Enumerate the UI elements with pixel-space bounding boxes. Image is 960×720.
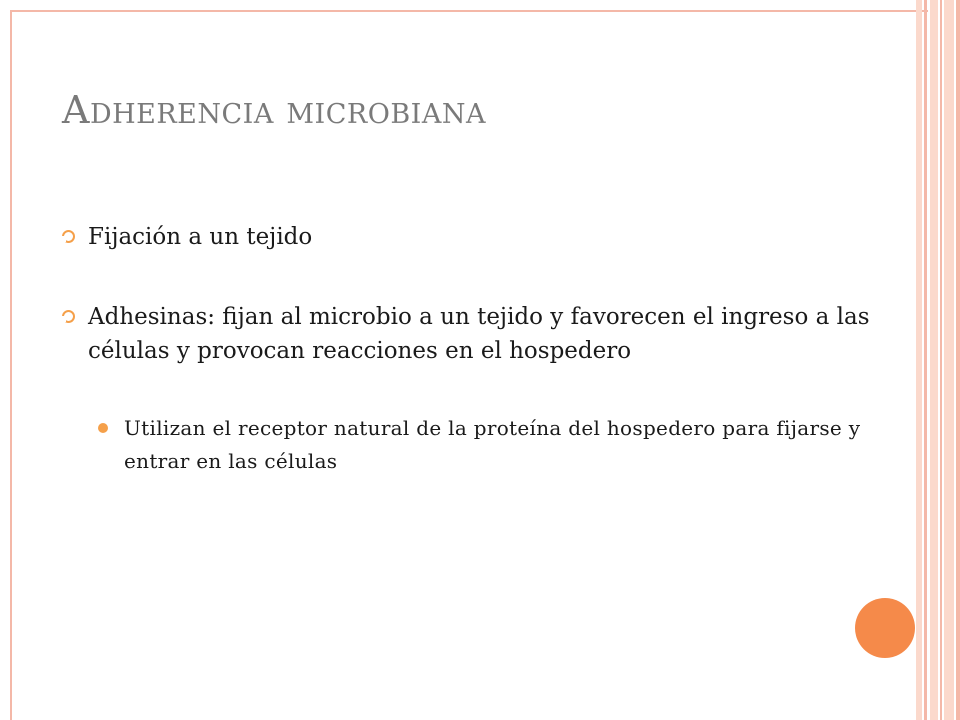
hollow-circle-bullet-icon [62,230,75,243]
stripe [940,0,942,720]
stripe [924,0,927,720]
filled-circle-bullet-icon [98,423,108,433]
stripe [956,0,960,720]
slide-title: Adherencia microbiana [62,88,486,132]
orange-circle-icon [855,598,915,658]
stripe [916,0,922,720]
hollow-circle-bullet-icon [62,310,75,323]
bullet-item [62,220,882,254]
bullet-item [62,300,882,368]
stripe [944,0,954,720]
slide-content [62,220,882,478]
right-decorative-stripes [916,0,960,720]
sub-bullet-item [62,412,882,478]
bullet-text: Fijación a un tejido [88,224,313,250]
sub-bullet-text: Utilizan el receptor natural de la proteína del hospedero para fijarse y entrar en las células [124,416,861,473]
stripe [930,0,938,720]
bullet-text: Adhesinas: fijan al microbio a un tejido y favorecen el ingreso a las células y provocan reacciones en el hospedero [88,304,870,364]
